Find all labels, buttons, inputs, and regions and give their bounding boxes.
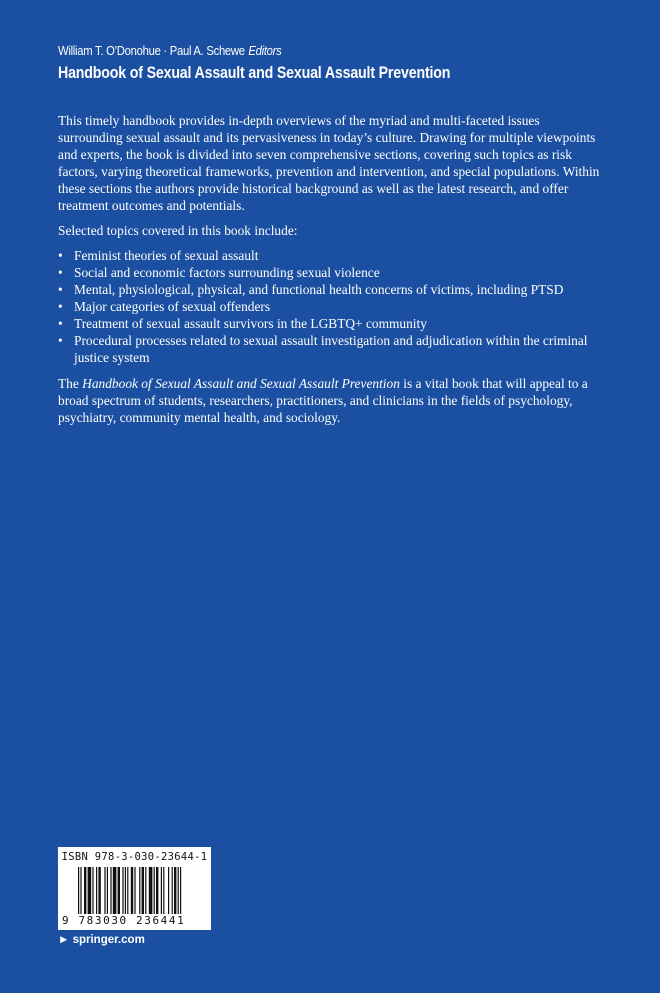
list-item: • Feminist theories of sexual assault — [58, 247, 606, 264]
website-text: springer.com — [72, 934, 145, 946]
closing-paragraph — [58, 375, 606, 426]
closing-title: Handbook of Sexual Assault and Sexual Assault Prevention — [82, 376, 400, 391]
description — [58, 112, 606, 434]
publisher-link[interactable] — [58, 934, 145, 946]
list-item: • Procedural processes related to sexual assault investigation and adjudication within the criminal justice system — [58, 332, 606, 366]
editors-line — [58, 44, 282, 58]
arrow-icon: ► — [58, 934, 70, 946]
book-title: Handbook of Sexual Assault and Sexual Assault Prevention — [58, 64, 451, 82]
barcode-digits — [62, 914, 185, 927]
editors-names: William T. O’Donohue · Paul A. Schewe — [58, 44, 245, 58]
closing-pre: The — [58, 376, 83, 391]
barcode-bars — [78, 867, 206, 921]
list-item: • Social and economic factors surrounding sexual violence — [58, 264, 606, 281]
list-item: • Major categories of sexual offenders — [58, 298, 606, 315]
closing-post: is a vital book that will appeal to a broad spectrum of students, researchers, practitioners, and clinicians in the fields of psychology, psychiatry, community mental health, and sociology. — [58, 376, 588, 425]
topics-heading: Selected topics covered in this book include: — [58, 223, 298, 238]
intro-paragraph: This timely handbook provides in-depth overviews of the myriad and multi-faceted issues surrounding sexual assault and its pervasiveness in today’s culture. Drawing for multiple viewpoints and experts, the book is divided into seven comprehensive sections, covering such topics as risk factors, varying theoretical frameworks, prevention and intervention, and special populations. Within these sections the authors provide historical background as well as the latest research, and offer treatment outcomes and potentials. — [58, 113, 600, 213]
editors-role: Editors — [248, 44, 282, 58]
isbn-barcode — [58, 847, 211, 930]
topics-list — [58, 247, 606, 366]
isbn-text: ISBN 978-3-030-23644-1 — [61, 851, 208, 863]
list-item: • Mental, physiological, physical, and functional health concerns of victims, including PTSD — [58, 281, 606, 298]
list-item: • Treatment of sexual assault survivors in the LGBTQ+ community — [58, 315, 606, 332]
barcode-digits-text: 9 783030 236441 — [62, 914, 186, 927]
